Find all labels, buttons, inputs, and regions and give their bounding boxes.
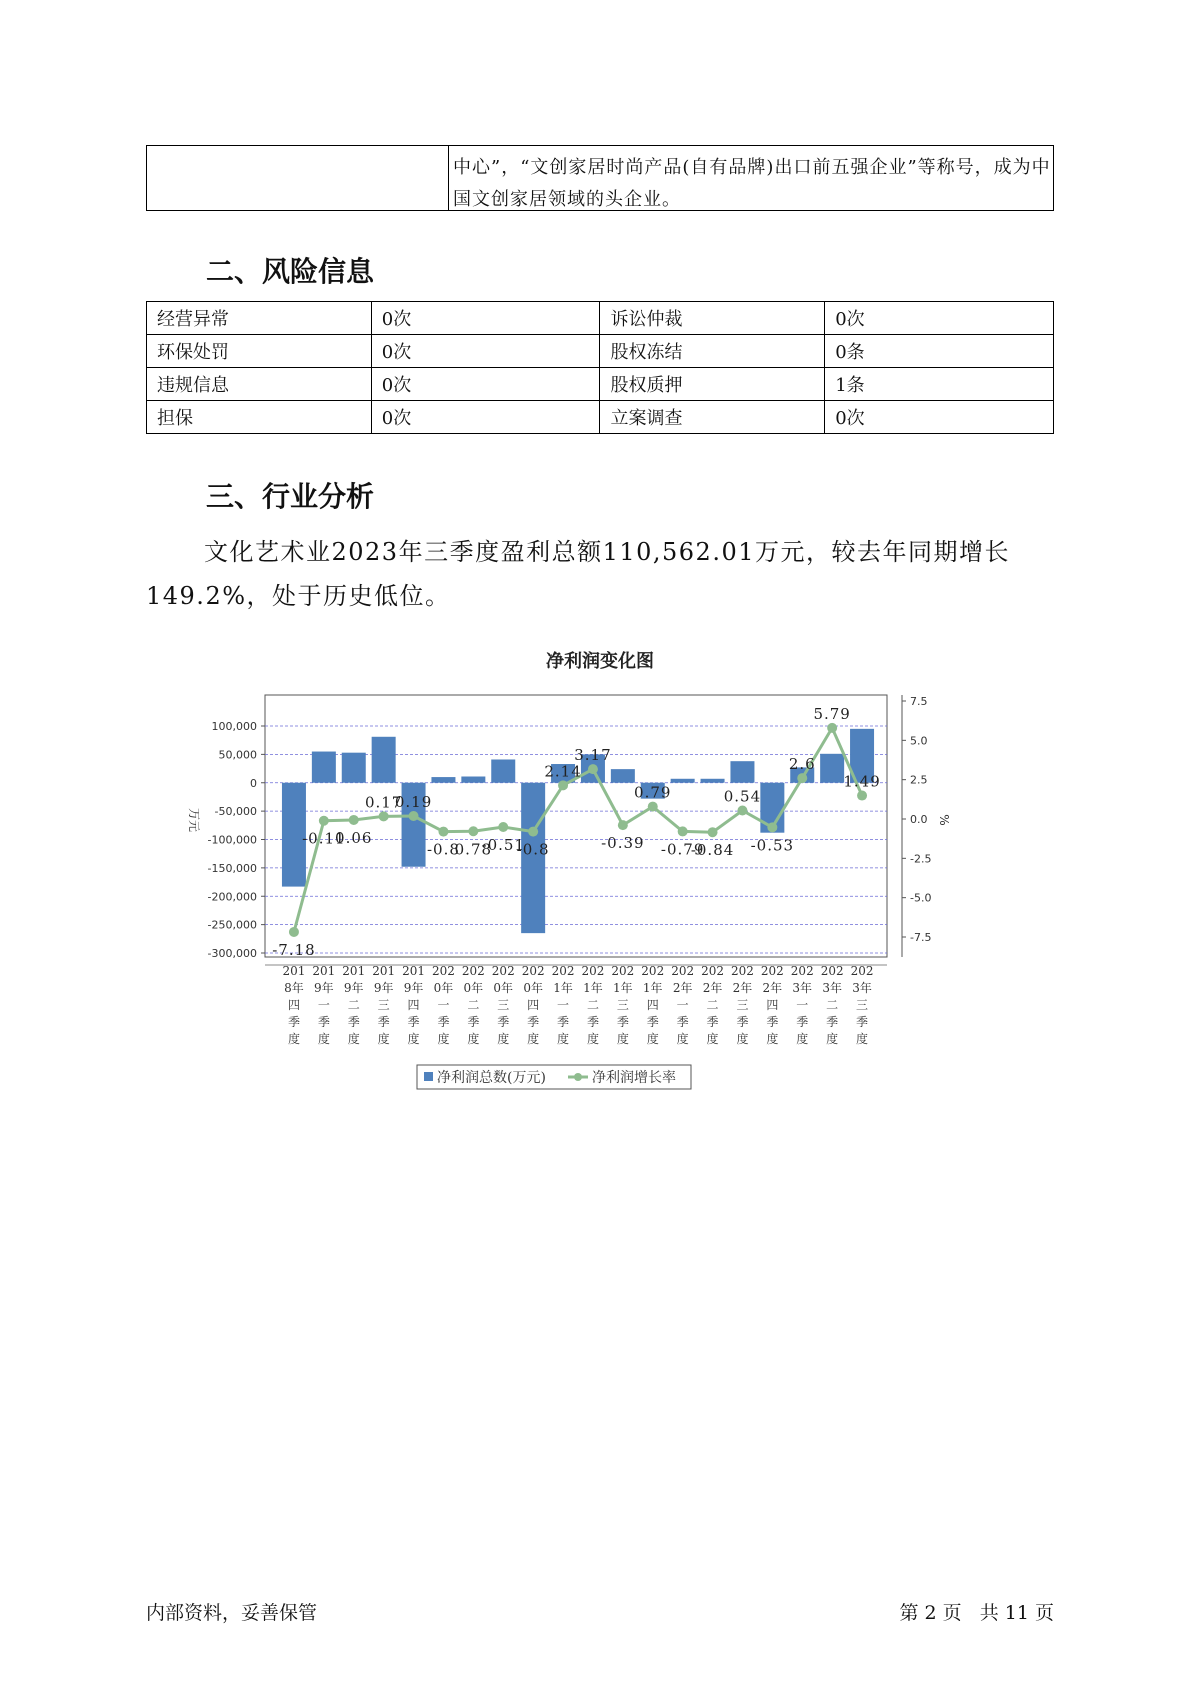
left-tick-label: -100,000 bbox=[207, 833, 257, 847]
x-tick-label: 一 bbox=[796, 998, 809, 1012]
x-tick-label: 一 bbox=[557, 998, 570, 1012]
section-heading-risk: 二、风险信息 bbox=[206, 255, 375, 288]
risk-cell-value: 0次 bbox=[371, 335, 600, 368]
left-axis-title: 万元 bbox=[187, 807, 201, 833]
x-tick-label: 季 bbox=[736, 1015, 749, 1029]
x-tick-label: 202 bbox=[730, 964, 754, 978]
x-tick-label: 3年 bbox=[792, 981, 813, 995]
x-tick-label: 季 bbox=[407, 1015, 420, 1029]
x-tick-label: 202 bbox=[671, 964, 695, 978]
growth-rate-data-label: 1.49 bbox=[843, 772, 881, 791]
left-tick-label: 100,000 bbox=[211, 720, 257, 733]
x-tick-label: 202 bbox=[760, 964, 784, 978]
legend-line-marker bbox=[574, 1073, 582, 1081]
risk-cell-value: 0次 bbox=[825, 302, 1054, 335]
growth-rate-point bbox=[379, 811, 389, 821]
x-tick-label: 0年 bbox=[463, 981, 484, 995]
x-tick-label: 度 bbox=[586, 1032, 599, 1046]
growth-rate-data-label: -0.8 bbox=[516, 840, 550, 859]
growth-rate-point bbox=[708, 827, 718, 837]
chart-bar bbox=[820, 754, 844, 783]
growth-rate-data-label: -0.51 bbox=[481, 836, 525, 855]
growth-rate-data-label: -0.8 bbox=[426, 840, 460, 859]
x-tick-label: 四 bbox=[766, 998, 779, 1012]
plot-area bbox=[265, 695, 887, 957]
x-tick-label: 三 bbox=[497, 998, 510, 1012]
x-tick-label: 二 bbox=[347, 998, 360, 1012]
x-tick-label: 2年 bbox=[762, 981, 783, 995]
growth-rate-point bbox=[468, 826, 478, 836]
growth-rate-point bbox=[797, 773, 807, 783]
x-tick-label: 201 bbox=[372, 964, 396, 978]
x-tick-label: 202 bbox=[491, 964, 515, 978]
x-tick-label: 度 bbox=[796, 1032, 809, 1046]
growth-rate-point bbox=[737, 806, 747, 816]
right-tick-label: 2.5 bbox=[910, 773, 928, 787]
growth-rate-data-label: 0.79 bbox=[634, 783, 672, 802]
risk-cell-value: 0次 bbox=[371, 401, 600, 434]
growth-rate-data-label: 2.14 bbox=[544, 762, 582, 781]
left-tick-label: -300,000 bbox=[207, 947, 257, 960]
risk-cell-label: 环保处罚 bbox=[147, 335, 372, 368]
right-tick-label: 7.5 bbox=[910, 695, 928, 708]
growth-rate-data-label: 5.79 bbox=[813, 704, 851, 723]
x-tick-label: 202 bbox=[611, 964, 635, 978]
x-tick-label: 季 bbox=[467, 1015, 480, 1029]
right-tick-label: -5.0 bbox=[910, 891, 932, 905]
growth-rate-data-label: -0.11 bbox=[302, 829, 346, 848]
chart-bar bbox=[611, 769, 635, 783]
x-tick-label: 四 bbox=[527, 998, 540, 1012]
x-tick-label: 季 bbox=[347, 1015, 360, 1029]
x-tick-label: 度 bbox=[497, 1032, 510, 1046]
footer-left: 内部资料，妥善保管 bbox=[146, 1602, 318, 1624]
growth-rate-point bbox=[319, 816, 329, 826]
growth-rate-data-label: 0.17 bbox=[364, 793, 403, 812]
x-tick-label: 度 bbox=[736, 1032, 749, 1046]
risk-cell-label: 股权冻结 bbox=[600, 335, 825, 368]
x-tick-label: 3年 bbox=[852, 981, 872, 995]
x-tick-label: 1年 bbox=[553, 981, 573, 995]
x-tick-label: 201 bbox=[342, 964, 366, 978]
x-tick-label: 一 bbox=[317, 998, 330, 1012]
x-tick-label: 度 bbox=[287, 1032, 300, 1046]
growth-rate-point bbox=[349, 815, 359, 825]
x-tick-label: 度 bbox=[347, 1032, 360, 1046]
x-tick-label: 202 bbox=[581, 964, 605, 978]
x-tick-label: 度 bbox=[527, 1032, 540, 1046]
growth-rate-data-label: 0.78 bbox=[454, 840, 493, 859]
left-tick-label: -250,000 bbox=[207, 918, 257, 932]
x-tick-label: 1年 bbox=[613, 981, 633, 995]
legend-bar-label: 净利润总数(万元) bbox=[437, 1070, 546, 1086]
x-tick-label: 四 bbox=[646, 998, 659, 1012]
x-tick-label: 度 bbox=[766, 1032, 779, 1046]
x-tick-label: 一 bbox=[676, 998, 689, 1012]
x-tick-label: 度 bbox=[856, 1032, 869, 1046]
chart-bar bbox=[701, 779, 725, 783]
x-tick-label: 季 bbox=[706, 1015, 719, 1029]
x-tick-label: 202 bbox=[850, 964, 874, 978]
growth-rate-data-label: -0.53 bbox=[750, 836, 795, 855]
x-tick-label: 1年 bbox=[583, 981, 603, 995]
continuation-table-left-cell bbox=[147, 146, 449, 210]
x-tick-label: 季 bbox=[856, 1015, 869, 1029]
x-tick-label: 2年 bbox=[702, 981, 723, 995]
x-tick-label: 三 bbox=[377, 998, 390, 1012]
x-tick-label: 202 bbox=[701, 964, 725, 978]
x-tick-label: 季 bbox=[437, 1015, 450, 1029]
x-tick-label: 三 bbox=[736, 998, 749, 1012]
x-tick-label: 202 bbox=[641, 964, 665, 978]
growth-rate-point bbox=[827, 723, 837, 733]
growth-rate-point bbox=[498, 822, 508, 832]
risk-table bbox=[146, 301, 1054, 434]
x-tick-label: 度 bbox=[676, 1032, 689, 1046]
x-tick-label: 202 bbox=[551, 964, 575, 978]
growth-rate-point bbox=[618, 820, 628, 830]
x-tick-label: 季 bbox=[586, 1015, 599, 1029]
x-tick-label: 0年 bbox=[433, 981, 454, 995]
x-tick-label: 度 bbox=[437, 1032, 450, 1046]
risk-row bbox=[147, 335, 1054, 368]
chart-bar bbox=[431, 777, 455, 783]
x-tick-label: 一 bbox=[437, 998, 450, 1012]
growth-rate-data-label: 0.06 bbox=[335, 828, 373, 847]
risk-cell-label: 诉讼仲裁 bbox=[600, 302, 825, 335]
growth-rate-point bbox=[648, 802, 658, 812]
right-tick-label: 0.0 bbox=[910, 813, 928, 826]
x-tick-label: 202 bbox=[431, 964, 455, 978]
chart-bar bbox=[671, 779, 695, 783]
section-heading-industry: 三、行业分析 bbox=[206, 480, 375, 513]
growth-rate-point bbox=[588, 764, 598, 774]
left-tick-label: -50,000 bbox=[214, 805, 257, 819]
x-tick-label: 201 bbox=[402, 964, 426, 978]
x-tick-label: 202 bbox=[461, 964, 485, 978]
x-tick-label: 9年 bbox=[373, 981, 394, 995]
risk-cell-label: 股权质押 bbox=[600, 368, 825, 401]
growth-rate-data-label: -0.39 bbox=[601, 834, 645, 853]
right-tick-label: -2.5 bbox=[910, 852, 932, 866]
risk-cell-label: 经营异常 bbox=[147, 302, 372, 335]
x-tick-label: 2年 bbox=[732, 981, 753, 995]
x-tick-label: 季 bbox=[616, 1015, 629, 1029]
x-tick-label: 季 bbox=[317, 1015, 330, 1029]
risk-cell-value: 0条 bbox=[825, 335, 1054, 368]
risk-cell-value: 1条 bbox=[825, 368, 1054, 401]
x-tick-label: 度 bbox=[317, 1032, 330, 1046]
x-tick-label: 201 bbox=[312, 964, 336, 978]
x-tick-label: 三 bbox=[616, 998, 629, 1012]
x-tick-label: 202 bbox=[820, 964, 844, 978]
right-tick-label: 5.0 bbox=[910, 734, 928, 748]
x-tick-label: 8年 bbox=[284, 981, 304, 995]
x-tick-label: 度 bbox=[407, 1032, 420, 1046]
x-tick-label: 度 bbox=[616, 1032, 629, 1046]
x-tick-label: 三 bbox=[856, 998, 869, 1012]
x-tick-label: 度 bbox=[557, 1032, 570, 1046]
x-tick-label: 9年 bbox=[403, 981, 424, 995]
growth-rate-point bbox=[678, 826, 688, 836]
growth-rate-data-label: 0.19 bbox=[394, 793, 433, 812]
footer-page-number: 第 2 页 共 11 页 bbox=[899, 1602, 1054, 1624]
x-tick-label: 二 bbox=[467, 998, 480, 1012]
risk-row bbox=[147, 401, 1054, 434]
risk-cell-value: 0次 bbox=[825, 401, 1054, 434]
x-tick-label: 季 bbox=[557, 1015, 570, 1029]
x-tick-label: 9年 bbox=[314, 981, 334, 995]
x-tick-label: 1年 bbox=[642, 981, 663, 995]
x-tick-label: 季 bbox=[287, 1015, 300, 1029]
x-tick-label: 季 bbox=[826, 1015, 839, 1029]
right-axis-title: % bbox=[937, 814, 951, 826]
x-tick-label: 季 bbox=[377, 1015, 390, 1029]
chart-bar bbox=[491, 759, 515, 782]
growth-rate-point bbox=[528, 827, 538, 837]
x-tick-label: 季 bbox=[646, 1015, 659, 1029]
legend-line-label: 净利润增长率 bbox=[592, 1070, 676, 1086]
left-tick-label: 50,000 bbox=[218, 748, 257, 762]
continuation-table bbox=[146, 145, 1054, 211]
chart-bar bbox=[730, 761, 754, 783]
x-tick-label: 0年 bbox=[493, 981, 514, 995]
x-tick-label: 季 bbox=[796, 1015, 809, 1029]
growth-rate-data-label: 2.6 bbox=[788, 755, 816, 774]
growth-rate-point bbox=[857, 791, 867, 801]
chart-title: 净利润变化图 bbox=[546, 651, 654, 672]
risk-cell-value: 0次 bbox=[371, 368, 600, 401]
risk-cell-label: 违规信息 bbox=[147, 368, 372, 401]
x-tick-label: 季 bbox=[676, 1015, 689, 1029]
x-tick-label: 202 bbox=[790, 964, 814, 978]
risk-row bbox=[147, 302, 1054, 335]
growth-rate-data-label: 0.54 bbox=[723, 787, 762, 806]
right-tick-label: -7.5 bbox=[910, 931, 932, 944]
left-tick-label: -200,000 bbox=[207, 890, 257, 904]
x-tick-label: 四 bbox=[407, 998, 420, 1012]
x-tick-label: 2年 bbox=[672, 981, 693, 995]
x-tick-label: 3年 bbox=[822, 981, 842, 995]
x-tick-label: 四 bbox=[287, 998, 300, 1012]
risk-cell-value: 0次 bbox=[371, 302, 600, 335]
continuation-table-text: 中心”，“文创家居时尚产品(自有品牌)出口前五强企业”等称号，成为中国文创家居领域的头企业。 bbox=[453, 157, 1051, 210]
x-tick-label: 度 bbox=[646, 1032, 659, 1046]
x-tick-label: 二 bbox=[826, 998, 839, 1012]
chart-bar bbox=[372, 737, 396, 783]
growth-rate-data-label: -0.84 bbox=[690, 841, 735, 860]
growth-rate-point bbox=[289, 927, 299, 937]
x-tick-label: 度 bbox=[377, 1032, 390, 1046]
x-tick-label: 度 bbox=[706, 1032, 719, 1046]
x-tick-label: 度 bbox=[826, 1032, 839, 1046]
x-tick-label: 0年 bbox=[523, 981, 543, 995]
growth-rate-data-label: -0.79 bbox=[660, 840, 705, 859]
risk-cell-label: 担保 bbox=[147, 401, 372, 434]
left-tick-label: 0 bbox=[250, 776, 257, 790]
x-tick-label: 二 bbox=[586, 998, 599, 1012]
chart-bar bbox=[312, 752, 336, 783]
growth-rate-data-label: 3.17 bbox=[574, 746, 612, 765]
x-tick-label: 201 bbox=[282, 964, 306, 978]
growth-rate-point bbox=[558, 780, 568, 790]
x-tick-label: 季 bbox=[497, 1015, 510, 1029]
growth-rate-point bbox=[767, 822, 777, 832]
legend-bar-swatch bbox=[424, 1072, 433, 1081]
growth-rate-data-label: -7.18 bbox=[272, 940, 316, 959]
risk-row bbox=[147, 368, 1054, 401]
x-tick-label: 季 bbox=[527, 1015, 540, 1029]
x-tick-label: 9年 bbox=[343, 981, 364, 995]
chart-bar bbox=[461, 777, 485, 783]
net-profit-chart bbox=[170, 640, 1030, 1100]
growth-rate-point bbox=[409, 811, 419, 821]
x-tick-label: 季 bbox=[766, 1015, 779, 1029]
x-tick-label: 二 bbox=[706, 998, 719, 1012]
growth-rate-point bbox=[438, 827, 448, 837]
chart-bar bbox=[342, 753, 366, 783]
left-tick-label: -150,000 bbox=[207, 861, 257, 875]
x-tick-label: 202 bbox=[521, 964, 545, 978]
x-tick-label: 度 bbox=[467, 1032, 480, 1046]
industry-paragraph: 文化艺术业2023年三季度盈利总额110,562.01万元，较去年同期增长149.2%，处于历史低位。 bbox=[146, 538, 1010, 610]
risk-cell-label: 立案调查 bbox=[600, 401, 825, 434]
